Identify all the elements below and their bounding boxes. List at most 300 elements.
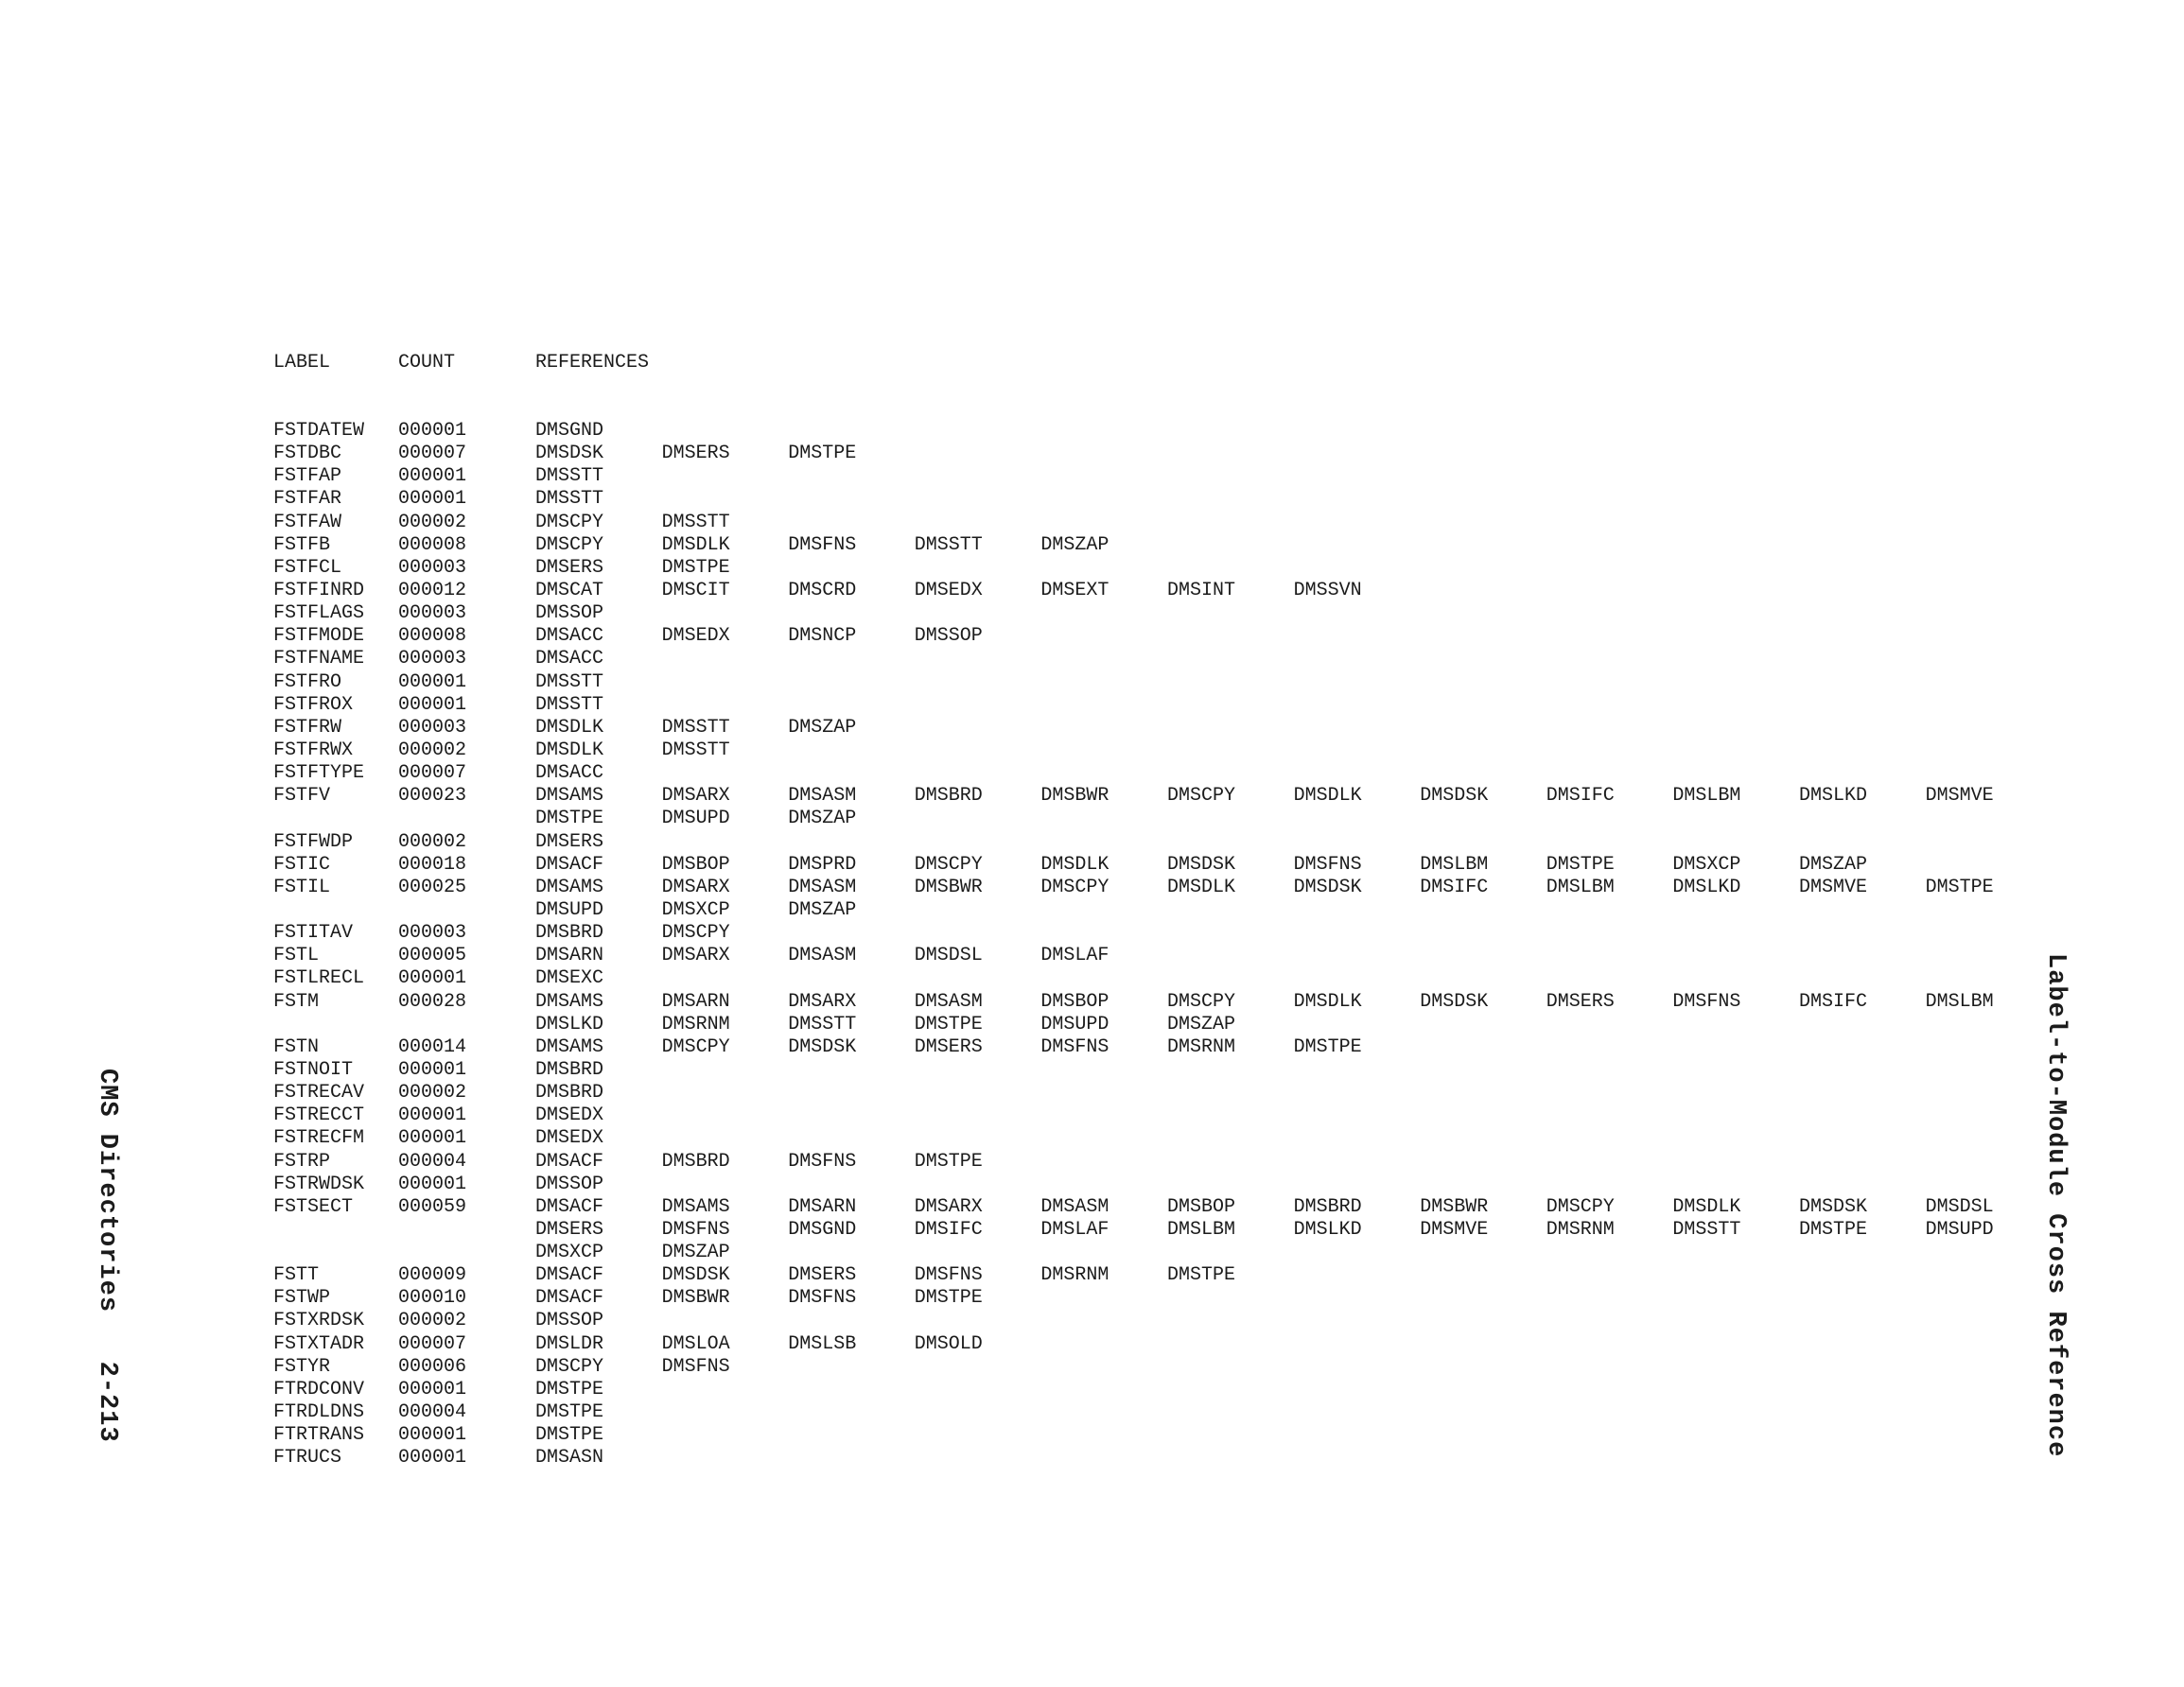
module-reference: DMSASN [535, 1447, 604, 1470]
module-reference: DMSARN [788, 1195, 857, 1218]
table-row [0, 648, 2184, 670]
module-reference: DMSZAP [1799, 853, 1868, 876]
row-label: FSTL [273, 945, 320, 967]
module-reference: DMSDLK [1040, 853, 1109, 876]
table-row [0, 1379, 2184, 1401]
table-row [0, 557, 2184, 580]
cross-reference-table [0, 420, 2184, 1470]
table-row [0, 534, 2184, 557]
module-reference: DMSSTT [788, 1013, 857, 1035]
module-reference: DMSDLK [1672, 1195, 1741, 1218]
table-row [0, 1447, 2184, 1470]
module-reference: DMSRNM [1546, 1218, 1615, 1241]
row-count: 000003 [398, 602, 467, 625]
row-label: FSTRP [273, 1150, 331, 1173]
row-label: FSTLRECL [273, 967, 365, 990]
table-row [0, 1151, 2184, 1174]
table-row [0, 580, 2184, 602]
table-row [0, 967, 2184, 990]
module-reference: DMSINT [1167, 579, 1236, 601]
module-reference: DMSFNS [661, 1218, 730, 1241]
module-reference: DMSRNM [1167, 1035, 1236, 1058]
row-count: 000004 [398, 1401, 467, 1424]
row-count: 000001 [398, 670, 467, 693]
module-reference: DMSLAF [1040, 945, 1109, 967]
row-label: FSTN [273, 1035, 320, 1058]
module-reference: DMSIFC [914, 1218, 983, 1241]
module-reference: DMSDLK [1167, 876, 1236, 898]
module-reference: DMSARX [788, 990, 857, 1013]
module-reference: DMSRNM [661, 1013, 730, 1035]
module-reference: DMSZAP [1167, 1013, 1236, 1035]
table-row [0, 512, 2184, 534]
module-reference: DMSBWR [1420, 1195, 1489, 1218]
module-reference: DMSCPY [661, 922, 730, 945]
module-reference: DMSSTT [535, 693, 604, 716]
row-label: FTRDLDNS [273, 1401, 365, 1424]
module-reference: DMSXCP [1672, 853, 1741, 876]
module-reference: DMSSTT [914, 533, 983, 556]
module-reference: DMSASM [788, 785, 857, 808]
row-label: FTRUCS [273, 1447, 342, 1470]
module-reference: DMSAMS [535, 1035, 604, 1058]
row-label: FSTM [273, 990, 320, 1013]
module-reference: DMSXCP [535, 1242, 604, 1264]
row-label: FSTFMODE [273, 625, 365, 648]
row-count: 000001 [398, 1447, 467, 1470]
row-label: FSTFB [273, 533, 331, 556]
row-label: FSTRECFM [273, 1127, 365, 1150]
table-row [0, 808, 2184, 830]
row-count: 000002 [398, 511, 467, 533]
row-count: 000014 [398, 1035, 467, 1058]
table-row [0, 602, 2184, 625]
module-reference: DMSTPE [1546, 853, 1615, 876]
module-reference: DMSEXC [535, 967, 604, 990]
module-reference: DMSCPY [1167, 785, 1236, 808]
module-reference: DMSDSL [914, 945, 983, 967]
module-reference: DMSSOP [535, 602, 604, 625]
table-row [0, 465, 2184, 488]
table-row [0, 991, 2184, 1014]
row-count: 000001 [398, 465, 467, 488]
row-label: FSTDBC [273, 443, 342, 465]
row-label: FSTFRWX [273, 739, 354, 761]
row-label: FSTXTADR [273, 1332, 365, 1355]
module-reference: DMSEDX [535, 1104, 604, 1127]
module-reference: DMSFNS [788, 1287, 857, 1310]
module-reference: DMSASM [788, 945, 857, 967]
module-reference: DMSCPY [535, 511, 604, 533]
module-reference: DMSZAP [1040, 533, 1109, 556]
table-row [0, 671, 2184, 694]
row-count: 000002 [398, 1310, 467, 1332]
row-count: 000001 [398, 967, 467, 990]
module-reference: DMSCPY [535, 1355, 604, 1378]
module-reference: DMSBRD [535, 1058, 604, 1081]
module-reference: DMSFNS [1672, 990, 1741, 1013]
module-reference: DMSACC [535, 625, 604, 648]
module-reference: DMSSTT [535, 488, 604, 511]
module-reference: DMSDLK [535, 739, 604, 761]
row-label: FSTIC [273, 853, 331, 876]
row-label: FSTFAR [273, 488, 342, 511]
left-margin-caption: CMS Directories 2-213 [93, 1069, 121, 1443]
module-reference: DMSLSB [788, 1332, 857, 1355]
module-reference: DMSTPE [788, 443, 857, 465]
module-reference: DMSDLK [1293, 990, 1362, 1013]
module-reference: DMSAMS [535, 785, 604, 808]
module-reference: DMSLBM [1925, 990, 1994, 1013]
module-reference: DMSFNS [1040, 1035, 1109, 1058]
module-reference: DMSMVE [1925, 785, 1994, 808]
row-label: FSTFAW [273, 511, 342, 533]
table-row [0, 694, 2184, 717]
module-reference: DMSERS [535, 830, 604, 853]
row-label: FSTFINRD [273, 579, 365, 601]
module-reference: DMSLOA [661, 1332, 730, 1355]
row-label: FSTITAV [273, 922, 354, 945]
row-count: 000003 [398, 556, 467, 579]
row-label: FTRTRANS [273, 1424, 365, 1447]
table-row [0, 625, 2184, 648]
module-reference: DMSFNS [914, 1264, 983, 1287]
row-count: 000007 [398, 1332, 467, 1355]
module-reference: DMSASM [1040, 1195, 1109, 1218]
module-reference: DMSLAF [1040, 1218, 1109, 1241]
module-reference: DMSBRD [1293, 1195, 1362, 1218]
table-row [0, 1264, 2184, 1287]
module-reference: DMSARX [661, 945, 730, 967]
module-reference: DMSCPY [1040, 876, 1109, 898]
table-row [0, 1127, 2184, 1150]
row-count: 000003 [398, 922, 467, 945]
table-row [0, 1082, 2184, 1104]
row-label: FSTWP [273, 1287, 331, 1310]
module-reference: DMSDLK [1293, 785, 1362, 808]
row-count: 000008 [398, 533, 467, 556]
module-reference: DMSARN [661, 990, 730, 1013]
module-reference: DMSACF [535, 853, 604, 876]
table-row [0, 945, 2184, 967]
row-count: 000007 [398, 762, 467, 785]
module-reference: DMSGND [788, 1218, 857, 1241]
row-label: FSTFV [273, 785, 331, 808]
module-reference: DMSLDR [535, 1332, 604, 1355]
module-reference: DMSDLK [535, 716, 604, 739]
module-reference: DMSSVN [1293, 579, 1362, 601]
module-reference: DMSTPE [1293, 1035, 1362, 1058]
row-count: 000018 [398, 853, 467, 876]
module-reference: DMSAMS [661, 1195, 730, 1218]
row-label: FSTYR [273, 1355, 331, 1378]
row-label: FTRDCONV [273, 1378, 365, 1400]
module-reference: DMSTPE [1167, 1264, 1236, 1287]
module-reference: DMSDSK [1167, 853, 1236, 876]
module-reference: DMSSOP [535, 1310, 604, 1332]
count-column-header: COUNT [398, 352, 456, 374]
module-reference: DMSAMS [535, 990, 604, 1013]
module-reference: DMSSTT [661, 511, 730, 533]
module-reference: DMSLKD [1293, 1218, 1362, 1241]
row-label: FSTDATEW [273, 420, 365, 442]
module-reference: DMSTPE [535, 1378, 604, 1400]
module-reference: DMSBRD [661, 1150, 730, 1173]
module-reference: DMSEXT [1040, 579, 1109, 601]
module-reference: DMSBOP [661, 853, 730, 876]
module-reference: DMSZAP [661, 1242, 730, 1264]
module-reference: DMSZAP [788, 716, 857, 739]
row-label: FSTFLAGS [273, 602, 365, 625]
module-reference: DMSBWR [1040, 785, 1109, 808]
row-count: 000002 [398, 1082, 467, 1104]
table-row [0, 1014, 2184, 1036]
table-row [0, 1424, 2184, 1447]
row-count: 000006 [398, 1355, 467, 1378]
table-row [0, 488, 2184, 511]
row-count: 000001 [398, 1058, 467, 1081]
module-reference: DMSDSK [535, 443, 604, 465]
module-reference: DMSFNS [788, 533, 857, 556]
module-reference: DMSERS [788, 1264, 857, 1287]
table-row [0, 785, 2184, 808]
module-reference: DMSBOP [1167, 1195, 1236, 1218]
table-row [0, 1059, 2184, 1082]
module-reference: DMSFNS [661, 1355, 730, 1378]
table-row [0, 739, 2184, 762]
module-reference: DMSIFC [1799, 990, 1868, 1013]
row-count: 000009 [398, 1264, 467, 1287]
row-label: FSTFNAME [273, 648, 365, 670]
module-reference: DMSBRD [535, 922, 604, 945]
module-reference: DMSTPE [1799, 1218, 1868, 1241]
module-reference: DMSZAP [788, 898, 857, 921]
module-reference: DMSPRD [788, 853, 857, 876]
module-reference: DMSACC [535, 648, 604, 670]
row-label: FSTSECT [273, 1195, 354, 1218]
row-count: 000004 [398, 1150, 467, 1173]
module-reference: DMSBRD [535, 1082, 604, 1104]
module-reference: DMSARX [661, 876, 730, 898]
row-label: FSTFWDP [273, 830, 354, 853]
module-reference: DMSUPD [535, 898, 604, 921]
module-reference: DMSDSK [1293, 876, 1362, 898]
module-reference: DMSLBM [1420, 853, 1489, 876]
module-reference: DMSEDX [914, 579, 983, 601]
module-reference: DMSCAT [535, 579, 604, 601]
module-reference: DMSTPE [535, 808, 604, 830]
row-count: 000007 [398, 443, 467, 465]
module-reference: DMSCRD [788, 579, 857, 601]
table-row [0, 854, 2184, 877]
module-reference: DMSXCP [661, 898, 730, 921]
table-row [0, 877, 2184, 899]
module-reference: DMSLBM [1167, 1218, 1236, 1241]
module-reference: DMSERS [1546, 990, 1615, 1013]
module-reference: DMSUPD [661, 808, 730, 830]
row-count: 000001 [398, 693, 467, 716]
row-count: 000001 [398, 1127, 467, 1150]
row-label: FSTT [273, 1264, 320, 1287]
module-reference: DMSIFC [1420, 876, 1489, 898]
row-count: 000001 [398, 1378, 467, 1400]
row-count: 000003 [398, 716, 467, 739]
module-reference: DMSFNS [788, 1150, 857, 1173]
row-count: 000003 [398, 648, 467, 670]
row-count: 000001 [398, 488, 467, 511]
module-reference: DMSGND [535, 420, 604, 442]
table-row [0, 899, 2184, 922]
module-reference: DMSFNS [1293, 853, 1362, 876]
module-reference: DMSUPD [1925, 1218, 1994, 1241]
module-reference: DMSLBM [1546, 876, 1615, 898]
module-reference: DMSCPY [535, 533, 604, 556]
module-reference: DMSTPE [914, 1287, 983, 1310]
module-reference: DMSASM [788, 876, 857, 898]
row-count: 000005 [398, 945, 467, 967]
table-row [0, 922, 2184, 945]
module-reference: DMSDSK [1420, 785, 1489, 808]
module-reference: DMSCIT [661, 579, 730, 601]
row-count: 000001 [398, 1104, 467, 1127]
module-reference: DMSMVE [1799, 876, 1868, 898]
module-reference: DMSEDX [661, 625, 730, 648]
row-count: 000012 [398, 579, 467, 601]
table-row [0, 1333, 2184, 1356]
row-count: 000001 [398, 1424, 467, 1447]
table-row [0, 1242, 2184, 1264]
module-reference: DMSERS [535, 556, 604, 579]
label-column-header: LABEL [273, 352, 331, 374]
module-reference: DMSLBM [1672, 785, 1741, 808]
row-label: FSTIL [273, 876, 331, 898]
table-row [0, 420, 2184, 443]
table-row [0, 1401, 2184, 1424]
table-row [0, 1219, 2184, 1242]
module-reference: DMSDSK [1799, 1195, 1868, 1218]
module-reference: DMSCPY [661, 1035, 730, 1058]
row-count: 000028 [398, 990, 467, 1013]
module-reference: DMSOLD [914, 1332, 983, 1355]
table-row [0, 1310, 2184, 1332]
table-row [0, 717, 2184, 739]
module-reference: DMSARN [535, 945, 604, 967]
module-reference: DMSDSK [788, 1035, 857, 1058]
module-reference: DMSERS [914, 1035, 983, 1058]
module-reference: DMSSTT [661, 716, 730, 739]
module-reference: DMSTPE [1925, 876, 1994, 898]
module-reference: DMSARX [661, 785, 730, 808]
module-reference: DMSDSL [1925, 1195, 1994, 1218]
module-reference: DMSDLK [661, 533, 730, 556]
table-row [0, 1287, 2184, 1310]
module-reference: DMSRNM [1040, 1264, 1109, 1287]
module-reference: DMSBOP [1040, 990, 1109, 1013]
module-reference: DMSDSK [661, 1264, 730, 1287]
row-label: FSTRECAV [273, 1082, 365, 1104]
module-reference: DMSZAP [788, 808, 857, 830]
table-row [0, 1174, 2184, 1196]
module-reference: DMSACF [535, 1150, 604, 1173]
row-count: 000002 [398, 739, 467, 761]
module-reference: DMSBRD [914, 785, 983, 808]
row-label: FSTXRDSK [273, 1310, 365, 1332]
module-reference: DMSACF [535, 1287, 604, 1310]
table-row [0, 1036, 2184, 1059]
row-label: FSTFRO [273, 670, 342, 693]
module-reference: DMSASM [914, 990, 983, 1013]
right-margin-caption: Label-to-Module Cross Reference [2041, 953, 2070, 1458]
module-reference: DMSIFC [1546, 785, 1615, 808]
row-count: 000001 [398, 420, 467, 442]
row-label: FSTFTYPE [273, 762, 365, 785]
table-row [0, 1356, 2184, 1379]
module-reference: DMSCPY [1546, 1195, 1615, 1218]
module-reference: DMSTPE [914, 1013, 983, 1035]
table-row [0, 443, 2184, 465]
module-reference: DMSSOP [535, 1173, 604, 1195]
module-reference: DMSUPD [1040, 1013, 1109, 1035]
row-count: 000001 [398, 1173, 467, 1195]
module-reference: DMSBWR [661, 1287, 730, 1310]
row-label: FSTFRW [273, 716, 342, 739]
column-header-row [0, 349, 2184, 377]
module-reference: DMSTPE [535, 1401, 604, 1424]
module-reference: DMSCPY [914, 853, 983, 876]
module-reference: DMSMVE [1420, 1218, 1489, 1241]
module-reference: DMSLKD [1799, 785, 1868, 808]
row-label: FSTRWDSK [273, 1173, 365, 1195]
module-reference: DMSAMS [535, 876, 604, 898]
module-reference: DMSACF [535, 1195, 604, 1218]
module-reference: DMSBWR [914, 876, 983, 898]
module-reference: DMSTPE [535, 1424, 604, 1447]
table-row [0, 1196, 2184, 1219]
module-reference: DMSSTT [535, 465, 604, 488]
row-label: FSTRECCT [273, 1104, 365, 1127]
table-row [0, 831, 2184, 854]
module-reference: DMSARX [914, 1195, 983, 1218]
references-column-header: REFERENCES [535, 352, 650, 374]
module-reference: DMSNCP [788, 625, 857, 648]
module-reference: DMSACC [535, 762, 604, 785]
module-reference: DMSDSK [1420, 990, 1489, 1013]
module-reference: DMSTPE [914, 1150, 983, 1173]
table-row [0, 1104, 2184, 1127]
row-count: 000025 [398, 876, 467, 898]
module-reference: DMSSTT [535, 670, 604, 693]
module-reference: DMSLKD [1672, 876, 1741, 898]
module-reference: DMSEDX [535, 1127, 604, 1150]
module-reference: DMSSOP [914, 625, 983, 648]
row-label: FSTNOIT [273, 1058, 354, 1081]
module-reference: DMSSTT [1672, 1218, 1741, 1241]
module-reference: DMSTPE [661, 556, 730, 579]
module-reference: DMSERS [535, 1218, 604, 1241]
module-reference: DMSLKD [535, 1013, 604, 1035]
module-reference: DMSCPY [1167, 990, 1236, 1013]
module-reference: DMSACF [535, 1264, 604, 1287]
row-count: 000023 [398, 785, 467, 808]
row-label: FSTFCL [273, 556, 342, 579]
table-row [0, 762, 2184, 785]
row-label: FSTFAP [273, 465, 342, 488]
row-count: 000002 [398, 830, 467, 853]
row-label: FSTFROX [273, 693, 354, 716]
module-reference: DMSERS [661, 443, 730, 465]
row-count: 000059 [398, 1195, 467, 1218]
module-reference: DMSSTT [661, 739, 730, 761]
